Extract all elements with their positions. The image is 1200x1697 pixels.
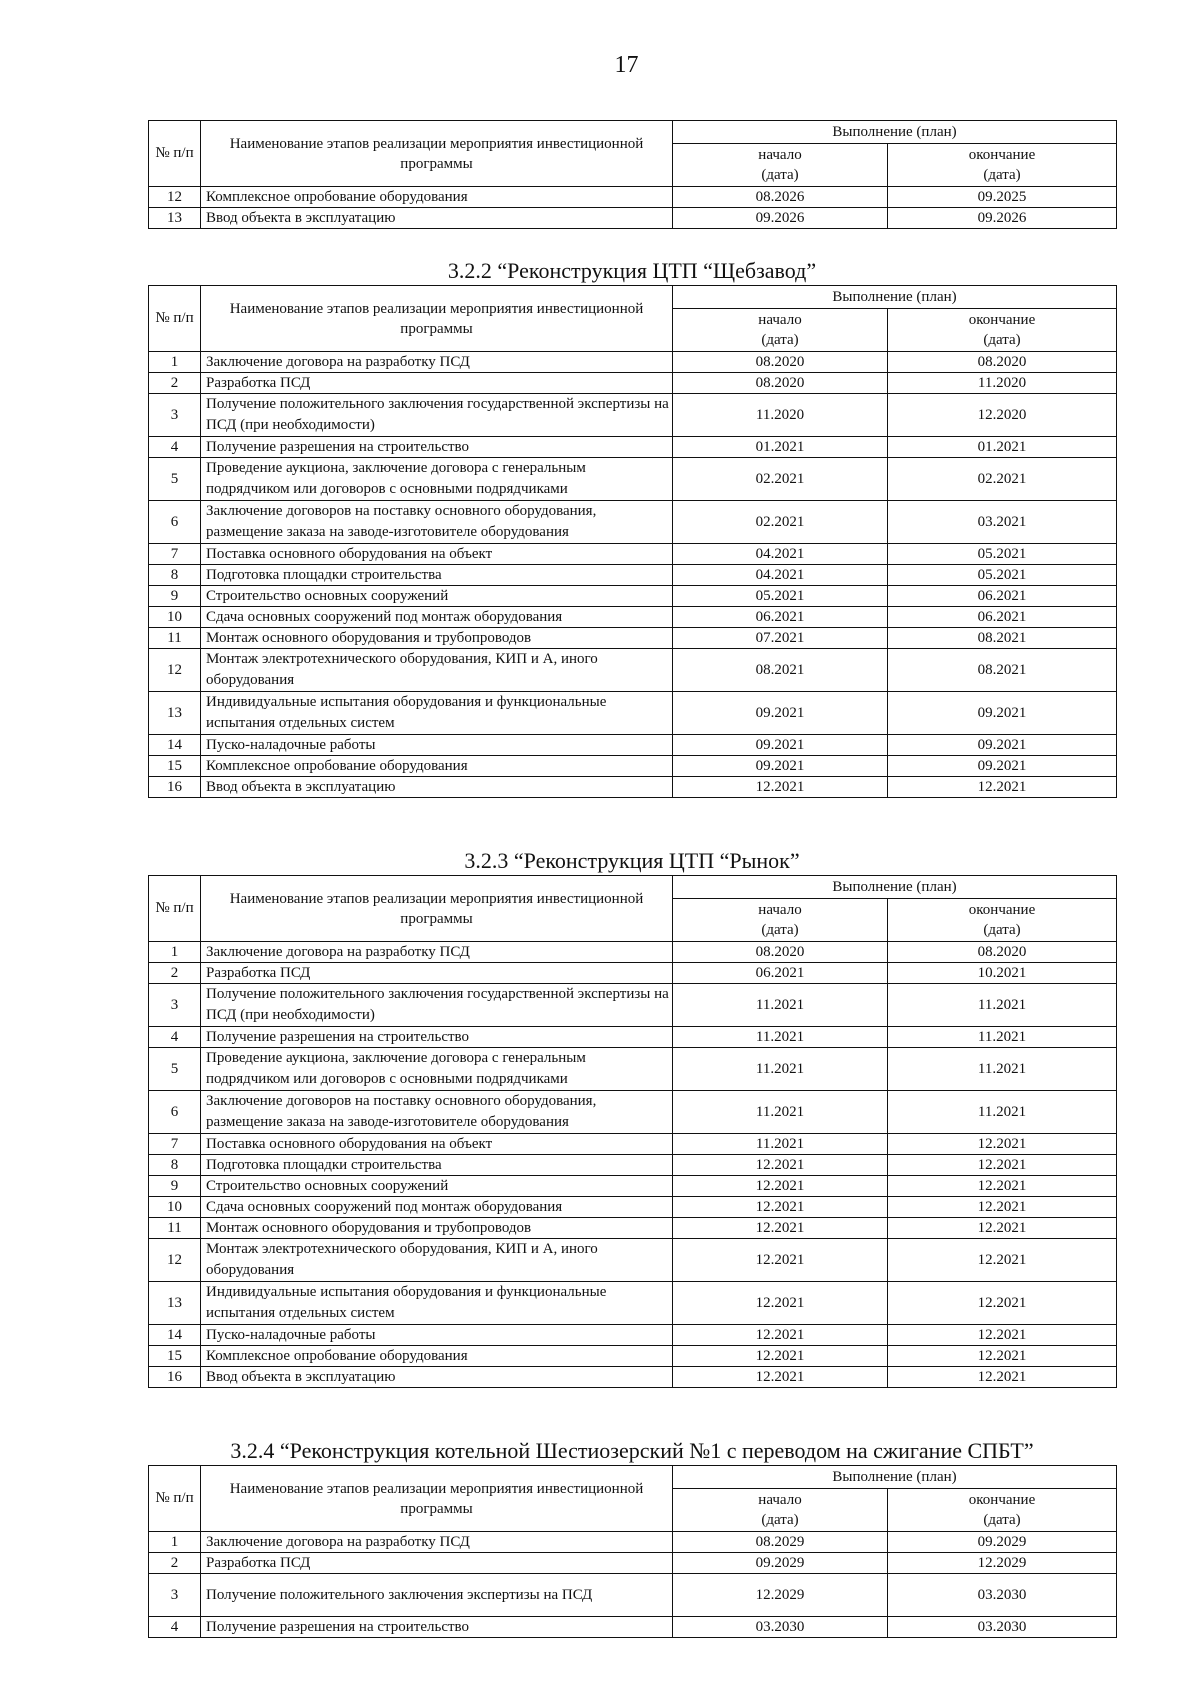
row-number: 3 [149, 984, 201, 1027]
end-date: 08.2021 [888, 628, 1117, 649]
header-start-label: начало [758, 1492, 802, 1508]
row-number: 16 [149, 777, 201, 798]
stage-name: Разработка ПСД [201, 1553, 673, 1574]
schedule-table [148, 120, 1117, 229]
header-end-label: окончание [968, 312, 1036, 328]
row-number: 14 [149, 735, 201, 756]
start-date: 12.2021 [673, 1367, 888, 1388]
end-date: 12.2021 [888, 1346, 1117, 1367]
table-row [149, 1282, 1117, 1325]
header-execution: Выполнение (план) [673, 876, 1117, 899]
start-date: 12.2021 [673, 1282, 888, 1325]
header-execution: Выполнение (план) [673, 1466, 1117, 1489]
start-date: 05.2021 [673, 586, 888, 607]
start-date: 12.2021 [673, 1346, 888, 1367]
row-number: 1 [149, 1532, 201, 1553]
row-number: 10 [149, 1197, 201, 1218]
end-date: 12.2021 [888, 1155, 1117, 1176]
stage-name: Получение положительного заключения экспертизы на ПСД [201, 1574, 673, 1617]
start-date: 06.2021 [673, 607, 888, 628]
end-date: 11.2020 [888, 373, 1117, 394]
table-row [149, 437, 1117, 458]
row-number: 14 [149, 1325, 201, 1346]
table-row [149, 963, 1117, 984]
start-date: 04.2021 [673, 544, 888, 565]
schedule-table [148, 1465, 1117, 1638]
end-date: 09.2021 [888, 692, 1117, 735]
stage-name: Ввод объекта в эксплуатацию [201, 208, 673, 229]
header-end-label: окончание [968, 1492, 1036, 1508]
start-date: 12.2021 [673, 1176, 888, 1197]
stage-name: Заключение договора на разработку ПСД [201, 1532, 673, 1553]
end-date: 12.2021 [888, 1367, 1117, 1388]
row-number: 3 [149, 394, 201, 437]
table-row [149, 1532, 1117, 1553]
header-execution: Выполнение (план) [673, 121, 1117, 144]
end-date: 11.2021 [888, 1027, 1117, 1048]
stage-name: Разработка ПСД [201, 373, 673, 394]
start-date: 11.2021 [673, 1091, 888, 1134]
end-date: 09.2021 [888, 756, 1117, 777]
start-date: 11.2021 [673, 984, 888, 1027]
row-number: 2 [149, 1553, 201, 1574]
end-date: 01.2021 [888, 437, 1117, 458]
stage-name: Комплексное опробование оборудования [201, 187, 673, 208]
schedule-table [148, 285, 1117, 798]
stage-name: Заключение договора на разработку ПСД [201, 942, 673, 963]
schedule-section-shestiozersky [148, 1436, 1116, 1638]
stage-name: Проведение аукциона, заключение договора с генеральным подрядчиком или договоров с основными подрядчиками [201, 1048, 673, 1091]
start-date: 08.2029 [673, 1532, 888, 1553]
end-date: 03.2030 [888, 1617, 1117, 1638]
table-row [149, 1027, 1117, 1048]
header-end-unit: (дата) [983, 332, 1021, 348]
header-stage-name: Наименование этапов реализации мероприятия инвестиционной программы [201, 1466, 673, 1532]
header-start-unit: (дата) [761, 332, 799, 348]
start-date: 01.2021 [673, 437, 888, 458]
stage-name: Заключение договоров на поставку основного оборудования, размещение заказа на заводе-изготовителе оборудования [201, 501, 673, 544]
end-date: 02.2021 [888, 458, 1117, 501]
table-row [149, 586, 1117, 607]
row-number: 6 [149, 501, 201, 544]
start-date: 12.2021 [673, 1325, 888, 1346]
stage-name: Монтаж электротехнического оборудования, КИП и А, иного оборудования [201, 1239, 673, 1282]
header-stage-name: Наименование этапов реализации мероприятия инвестиционной программы [201, 876, 673, 942]
table-row [149, 187, 1117, 208]
end-date: 09.2021 [888, 735, 1117, 756]
header-start [673, 899, 888, 942]
row-number: 12 [149, 187, 201, 208]
row-number: 16 [149, 1367, 201, 1388]
row-number: 15 [149, 756, 201, 777]
start-date: 12.2021 [673, 1197, 888, 1218]
end-date: 03.2021 [888, 501, 1117, 544]
table-row [149, 1553, 1117, 1574]
header-start [673, 309, 888, 352]
end-date: 12.2021 [888, 1134, 1117, 1155]
row-number: 13 [149, 208, 201, 229]
row-number: 6 [149, 1091, 201, 1134]
stage-name: Подготовка площадки строительства [201, 565, 673, 586]
row-number: 3 [149, 1574, 201, 1617]
header-start-label: начало [758, 147, 802, 163]
end-date: 12.2021 [888, 1325, 1117, 1346]
end-date: 09.2025 [888, 187, 1117, 208]
stage-name: Монтаж основного оборудования и трубопроводов [201, 628, 673, 649]
schedule-table-continued [148, 120, 1116, 229]
end-date: 08.2021 [888, 649, 1117, 692]
stage-name: Разработка ПСД [201, 963, 673, 984]
table-row [149, 1091, 1117, 1134]
stage-name: Сдача основных сооружений под монтаж оборудования [201, 1197, 673, 1218]
table-row [149, 649, 1117, 692]
header-start-unit: (дата) [761, 1512, 799, 1528]
stage-name: Подготовка площадки строительства [201, 1155, 673, 1176]
table-row [149, 607, 1117, 628]
table-row [149, 1367, 1117, 1388]
start-date: 07.2021 [673, 628, 888, 649]
end-date: 10.2021 [888, 963, 1117, 984]
row-number: 4 [149, 437, 201, 458]
row-number: 12 [149, 649, 201, 692]
end-date: 12.2021 [888, 777, 1117, 798]
header-end-label: окончание [968, 902, 1036, 918]
start-date: 02.2021 [673, 458, 888, 501]
start-date: 09.2021 [673, 735, 888, 756]
header-number: № п/п [149, 121, 201, 187]
start-date: 11.2020 [673, 394, 888, 437]
table-row [149, 373, 1117, 394]
start-date: 12.2021 [673, 1218, 888, 1239]
table-row [149, 565, 1117, 586]
stage-name: Монтаж электротехнического оборудования, КИП и А, иного оборудования [201, 649, 673, 692]
start-date: 08.2026 [673, 187, 888, 208]
table-row [149, 1346, 1117, 1367]
stage-name: Получение разрешения на строительство [201, 1027, 673, 1048]
row-number: 15 [149, 1346, 201, 1367]
start-date: 03.2030 [673, 1617, 888, 1638]
row-number: 12 [149, 1239, 201, 1282]
start-date: 12.2029 [673, 1574, 888, 1617]
header-start-label: начало [758, 312, 802, 328]
table-row [149, 628, 1117, 649]
stage-name: Пуско-наладочные работы [201, 735, 673, 756]
table-row [149, 501, 1117, 544]
end-date: 05.2021 [888, 544, 1117, 565]
header-end-label: окончание [968, 147, 1036, 163]
end-date: 09.2026 [888, 208, 1117, 229]
stage-name: Индивидуальные испытания оборудования и функциональные испытания отдельных систем [201, 1282, 673, 1325]
end-date: 12.2021 [888, 1197, 1117, 1218]
row-number: 13 [149, 1282, 201, 1325]
stage-name: Строительство основных сооружений [201, 1176, 673, 1197]
row-number: 2 [149, 963, 201, 984]
table-row [149, 1617, 1117, 1638]
header-end-unit: (дата) [983, 1512, 1021, 1528]
header-execution: Выполнение (план) [673, 286, 1117, 309]
row-number: 2 [149, 373, 201, 394]
header-start-unit: (дата) [761, 167, 799, 183]
end-date: 11.2021 [888, 984, 1117, 1027]
row-number: 9 [149, 586, 201, 607]
row-number: 7 [149, 1134, 201, 1155]
stage-name: Монтаж основного оборудования и трубопроводов [201, 1218, 673, 1239]
header-number: № п/п [149, 286, 201, 352]
start-date: 09.2021 [673, 692, 888, 735]
stage-name: Заключение договоров на поставку основного оборудования, размещение заказа на заводе-изготовителе оборудования [201, 1091, 673, 1134]
start-date: 09.2021 [673, 756, 888, 777]
table-row [149, 756, 1117, 777]
row-number: 7 [149, 544, 201, 565]
stage-name: Заключение договора на разработку ПСД [201, 352, 673, 373]
end-date: 11.2021 [888, 1091, 1117, 1134]
table-row [149, 1574, 1117, 1617]
start-date: 11.2021 [673, 1134, 888, 1155]
header-end-unit: (дата) [983, 167, 1021, 183]
stage-name: Проведение аукциона, заключение договора с генеральным подрядчиком или договоров с основными подрядчиками [201, 458, 673, 501]
end-date: 12.2029 [888, 1553, 1117, 1574]
table-row [149, 1325, 1117, 1346]
table-row [149, 692, 1117, 735]
start-date: 08.2020 [673, 942, 888, 963]
page-number: 17 [614, 52, 639, 78]
end-date: 06.2021 [888, 586, 1117, 607]
stage-name: Комплексное опробование оборудования [201, 1346, 673, 1367]
end-date: 12.2020 [888, 394, 1117, 437]
header-end-unit: (дата) [983, 922, 1021, 938]
end-date: 05.2021 [888, 565, 1117, 586]
stage-name: Ввод объекта в эксплуатацию [201, 777, 673, 798]
table-row [149, 1218, 1117, 1239]
row-number: 9 [149, 1176, 201, 1197]
start-date: 12.2021 [673, 1155, 888, 1176]
end-date: 03.2030 [888, 1574, 1117, 1617]
stage-name: Получение разрешения на строительство [201, 1617, 673, 1638]
row-number: 8 [149, 1155, 201, 1176]
row-number: 4 [149, 1617, 201, 1638]
header-stage-name: Наименование этапов реализации мероприятия инвестиционной программы [201, 286, 673, 352]
table-row [149, 1197, 1117, 1218]
header-start-unit: (дата) [761, 922, 799, 938]
header-end [888, 899, 1117, 942]
table-row [149, 1239, 1117, 1282]
header-start-label: начало [758, 902, 802, 918]
table-row [149, 1176, 1117, 1197]
section-title: 3.2.2 “Реконструкция ЦТП “Щебзавод” [447, 258, 817, 283]
end-date: 11.2021 [888, 1048, 1117, 1091]
end-date: 08.2020 [888, 352, 1117, 373]
table-row [149, 1048, 1117, 1091]
table-row [149, 942, 1117, 963]
start-date: 09.2029 [673, 1553, 888, 1574]
row-number: 13 [149, 692, 201, 735]
table-row [149, 735, 1117, 756]
row-number: 4 [149, 1027, 201, 1048]
table-row [149, 544, 1117, 565]
row-number: 11 [149, 1218, 201, 1239]
end-date: 12.2021 [888, 1218, 1117, 1239]
stage-name: Сдача основных сооружений под монтаж оборудования [201, 607, 673, 628]
table-row [149, 984, 1117, 1027]
row-number: 5 [149, 458, 201, 501]
section-title: 3.2.4 “Реконструкция котельной Шестиозерский №1 с переводом на сжигание СПБТ” [230, 1438, 1034, 1463]
start-date: 06.2021 [673, 963, 888, 984]
table-row [149, 208, 1117, 229]
stage-name: Индивидуальные испытания оборудования и функциональные испытания отдельных систем [201, 692, 673, 735]
start-date: 08.2021 [673, 649, 888, 692]
stage-name: Получение положительного заключения государственной экспертизы на ПСД (при необходимости) [201, 984, 673, 1027]
stage-name: Комплексное опробование оборудования [201, 756, 673, 777]
header-end [888, 144, 1117, 187]
start-date: 08.2020 [673, 352, 888, 373]
start-date: 11.2021 [673, 1048, 888, 1091]
row-number: 1 [149, 942, 201, 963]
start-date: 02.2021 [673, 501, 888, 544]
section-title: 3.2.3 “Реконструкция ЦТП “Рынок” [464, 848, 800, 873]
header-end [888, 309, 1117, 352]
stage-name: Получение положительного заключения государственной экспертизы на ПСД (при необходимости) [201, 394, 673, 437]
header-number: № п/п [149, 1466, 201, 1532]
table-row [149, 1155, 1117, 1176]
row-number: 8 [149, 565, 201, 586]
header-start [673, 1489, 888, 1532]
schedule-table [148, 875, 1117, 1388]
stage-name: Поставка основного оборудования на объект [201, 1134, 673, 1155]
row-number: 10 [149, 607, 201, 628]
table-row [149, 394, 1117, 437]
end-date: 12.2021 [888, 1176, 1117, 1197]
stage-name: Поставка основного оборудования на объект [201, 544, 673, 565]
start-date: 08.2020 [673, 373, 888, 394]
end-date: 06.2021 [888, 607, 1117, 628]
start-date: 12.2021 [673, 1239, 888, 1282]
row-number: 5 [149, 1048, 201, 1091]
header-number: № п/п [149, 876, 201, 942]
header-start [673, 144, 888, 187]
start-date: 04.2021 [673, 565, 888, 586]
schedule-section-shchebzavod [148, 256, 1116, 798]
end-date: 12.2021 [888, 1282, 1117, 1325]
start-date: 12.2021 [673, 777, 888, 798]
table-row [149, 458, 1117, 501]
row-number: 1 [149, 352, 201, 373]
stage-name: Получение разрешения на строительство [201, 437, 673, 458]
stage-name: Строительство основных сооружений [201, 586, 673, 607]
table-row [149, 352, 1117, 373]
stage-name: Пуско-наладочные работы [201, 1325, 673, 1346]
end-date: 08.2020 [888, 942, 1117, 963]
start-date: 09.2026 [673, 208, 888, 229]
table-row [149, 777, 1117, 798]
end-date: 09.2029 [888, 1532, 1117, 1553]
header-end [888, 1489, 1117, 1532]
stage-name: Ввод объекта в эксплуатацию [201, 1367, 673, 1388]
start-date: 11.2021 [673, 1027, 888, 1048]
header-stage-name: Наименование этапов реализации мероприятия инвестиционной программы [201, 121, 673, 187]
table-row [149, 1134, 1117, 1155]
schedule-section-rynok [148, 846, 1116, 1388]
row-number: 11 [149, 628, 201, 649]
end-date: 12.2021 [888, 1239, 1117, 1282]
